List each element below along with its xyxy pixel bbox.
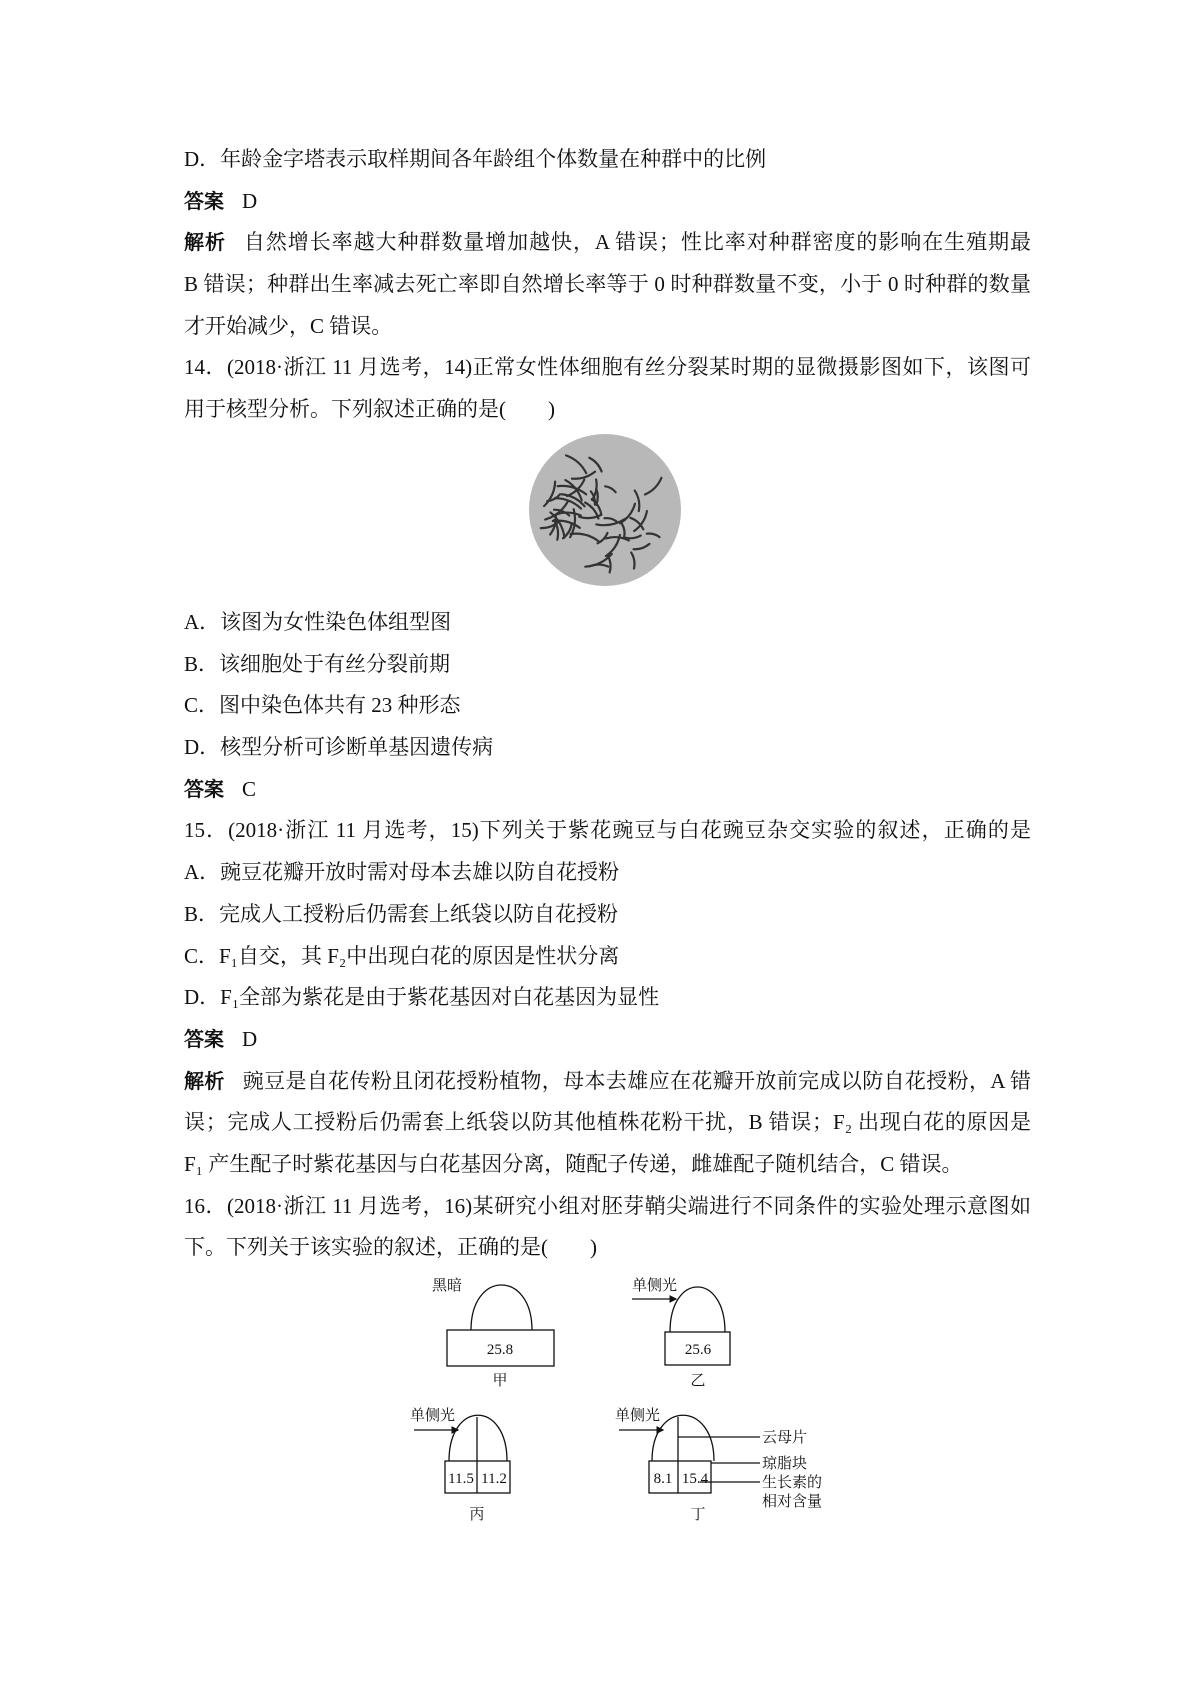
micrograph-circle <box>529 434 681 586</box>
question-14-line2: 用于核型分析。下列叙述正确的是( ) <box>184 397 555 422</box>
analysis-q15-line2: 误；完成人工授粉后仍需套上纸袋以防其他植株花粉干扰，B 错误；F₂ 出现白花的原因是 <box>184 1110 1031 1135</box>
analysis-q15-line1: 解析 豌豆是自花传粉且闭花授粉植物，母本去雄应在花瓣开放前完成以防自花授粉，A 错 <box>184 1068 1031 1093</box>
agar-block-bing <box>445 1461 510 1493</box>
analysis-q13-line3: 才开始减少，C 错误。 <box>184 313 393 338</box>
q14-option-c: C．图中染色体共有 23 种形态 <box>184 693 461 718</box>
q14-option-d: D．核型分析可诊断单基因遗传病 <box>184 735 494 760</box>
analysis-label: 解析 <box>184 230 226 255</box>
label-jia: 甲 <box>492 1373 508 1389</box>
agar-block-ding <box>649 1461 711 1493</box>
q15-option-c: C．F₁自交，其 F₂中出现白花的原因是性状分离 <box>184 943 620 968</box>
analysis-q15-line3: F₁ 产生配子时紫花基因与白花基因分离，随配子传递，雌雄配子随机结合，C 错误。 <box>184 1151 963 1176</box>
question-15: 15．(2018·浙江 11 月选考，15)下列关于紫花豌豆与白花豌豆杂交实验的叙述，正确的是 <box>184 818 1031 843</box>
answer-q14: 答案 C <box>184 776 257 801</box>
chromosome-micrograph <box>527 432 683 588</box>
callout-auxin-1: 生长素的 <box>762 1475 823 1491</box>
condition-jia: 黑暗 <box>432 1278 463 1294</box>
q15-option-b: B．完成人工授粉后仍需套上纸袋以防自花授粉 <box>184 901 619 926</box>
option-d-q13: D．年龄金字塔表示取样期间各年龄组个体数量在种群中的比例 <box>184 147 767 171</box>
text-block-top <box>184 139 1031 431</box>
question-16-line1: 16．(2018·浙江 11 月选考，16)某研究小组对胚芽鞘尖端进行不同条件的实验处理示意图如 <box>184 1193 1031 1218</box>
coleoptile-tip-ding <box>652 1415 714 1461</box>
callout-agar: 琼脂块 <box>762 1456 808 1472</box>
condition-yi: 单侧光 <box>632 1278 678 1294</box>
agar-block-jia <box>447 1330 554 1366</box>
q14-option-b: B．该细胞处于有丝分裂前期 <box>184 651 451 676</box>
agar-block-yi <box>665 1332 730 1365</box>
condition-ding: 单侧光 <box>615 1408 661 1424</box>
value-ding-right: 15.4 <box>681 1471 709 1487</box>
condition-bing: 单侧光 <box>410 1408 456 1424</box>
answer-label: 答案 <box>184 188 224 213</box>
value-bing-left: 11.5 <box>448 1471 474 1487</box>
label-ding: 丁 <box>690 1507 706 1523</box>
value-jia: 25.8 <box>486 1342 514 1358</box>
question-14-line1: 14．(2018·浙江 11 月选考，14)正常女性体细胞有丝分裂某时期的显微摄影图如下，该图可 <box>184 355 1031 380</box>
analysis-q13-line1: 解析 自然增长率越大种群数量增加越快，A 错误；性比率对种群密度的影响在生殖期最 <box>184 230 1031 255</box>
value-yi: 25.6 <box>684 1342 712 1358</box>
answer-q13 <box>184 181 1031 223</box>
value-bing-right: 11.2 <box>481 1471 507 1487</box>
coleoptile-tip-jia <box>471 1285 532 1330</box>
text-block-bottom <box>184 602 1031 1269</box>
label-bing: 丙 <box>469 1507 485 1523</box>
label-yi: 乙 <box>690 1373 706 1389</box>
value-ding-left: 8.1 <box>653 1471 673 1487</box>
analysis-q13-line2: B 错误；种群出生率减去死亡率即自然增长率等于 0 时种群数量不变，小于 0 时种群的数量 <box>184 272 1031 297</box>
question-16-line2: 下。下列关于该实验的叙述，正确的是( ) <box>184 1235 597 1260</box>
answer-value: D <box>242 188 258 213</box>
q15-option-a: A．豌豆花瓣开放时需对母本去雄以防自花授粉 <box>184 860 620 885</box>
q15-option-d: D．F₁全部为紫花是由于紫花基因对白花基因为显性 <box>184 985 660 1010</box>
answer-q15: 答案 D <box>184 1026 258 1051</box>
callout-auxin-2: 相对含量 <box>762 1494 823 1510</box>
callout-mica: 云母片 <box>762 1430 808 1446</box>
coleoptile-tip-yi <box>670 1287 725 1332</box>
coleoptile-tip-bing <box>449 1415 507 1461</box>
q14-option-a: A．该图为女性染色体组型图 <box>184 610 452 634</box>
